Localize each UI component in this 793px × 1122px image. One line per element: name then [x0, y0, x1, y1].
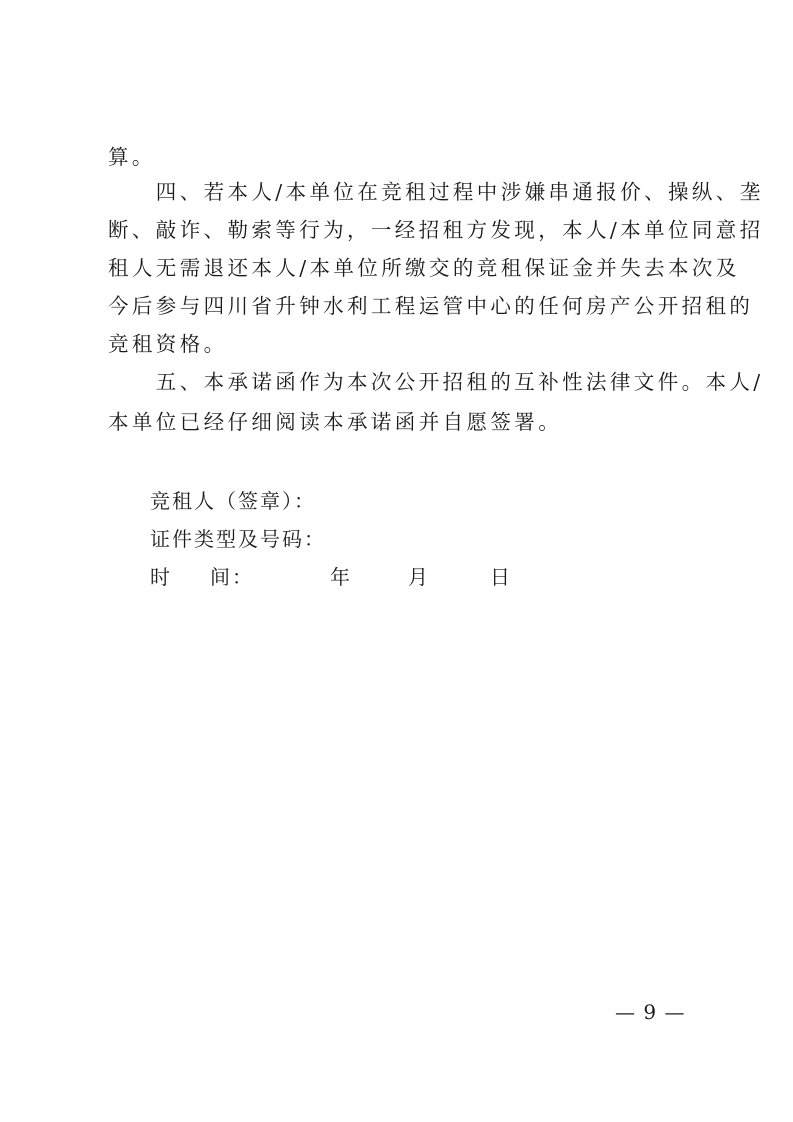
month-label: 月	[408, 565, 430, 589]
paragraph-line: 租人无需退还本人/本单位所缴交的竞租保证金并失去本次及	[108, 256, 740, 280]
time-label-char: 间：	[210, 565, 254, 589]
paragraph-line: 本单位已经仔细阅读本承诺函并自愿签署。	[108, 410, 563, 434]
paragraph-line: 算。	[108, 145, 156, 169]
time-row	[150, 559, 550, 595]
paragraph-line: 五、本承诺函作为本次公开招租的互补性法律文件。本人/	[108, 370, 764, 394]
paragraph-line: 断、敲诈、勒索等行为，一经招租方发现，本人/本单位同意招	[108, 218, 764, 242]
id-type-number-label: 证件类型及号码：	[150, 527, 326, 551]
paragraph-line: 竞租资格。	[108, 332, 228, 356]
paragraph-line: 今后参与四川省升钟水利工程运管中心的任何房产公开招租的	[108, 294, 754, 318]
time-label-char: 时	[150, 565, 172, 589]
day-label: 日	[490, 565, 512, 589]
page-number: — 9 —	[615, 1000, 686, 1024]
bidder-signature-label: 竞租人（签章）：	[150, 489, 316, 513]
year-label: 年	[330, 565, 352, 589]
paragraph-line: 四、若本人/本单位在竞租过程中涉嫌串通报价、操纵、垄	[108, 180, 764, 204]
